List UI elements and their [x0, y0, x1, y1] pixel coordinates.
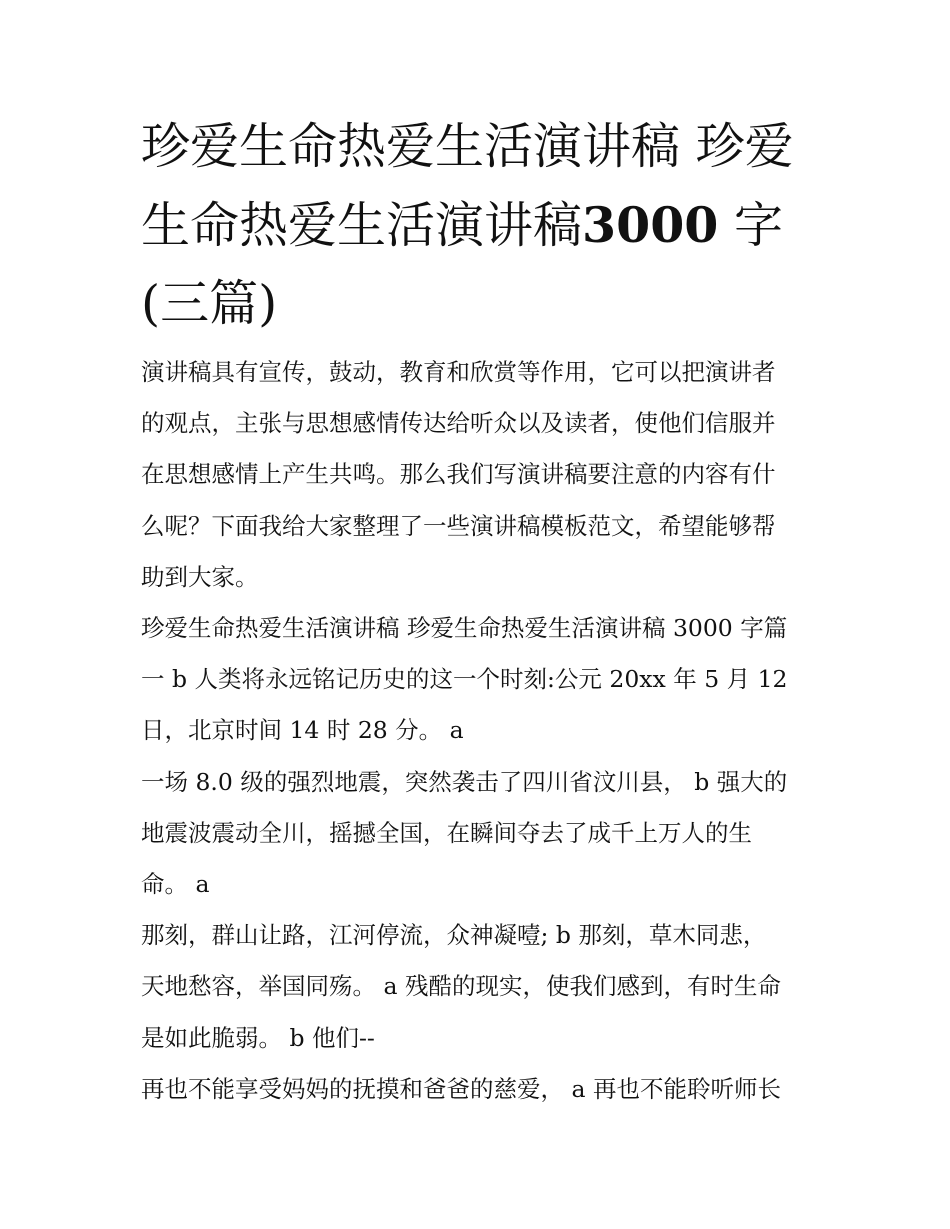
- text-line: 助到大家。: [141, 562, 259, 591]
- paragraph-mourning: [141, 910, 813, 1064]
- title-line-1: 珍爱生命热爱生活演讲稿 珍爱: [141, 118, 794, 175]
- document-content: [141, 108, 813, 1115]
- paragraph-section-one: [141, 603, 813, 757]
- paragraph-loss: [141, 1064, 813, 1115]
- paragraph-earthquake: [141, 757, 813, 911]
- title-line-3: (三篇): [141, 275, 278, 332]
- title-line-2-text: 生命热爱生活演讲稿: [141, 197, 583, 254]
- text-line: 那刻，群山让路，江河停流，众神凝噎; b 那刻，草木同悲，: [141, 921, 767, 950]
- text-line: 日，北京时间 14 时 28 分。 a: [141, 716, 464, 745]
- paragraph-intro: [141, 347, 813, 603]
- text-line: 的观点，主张与思想感情传达给听众以及读者，使他们信服并: [141, 409, 776, 438]
- title-line-2-suffix: 字: [718, 197, 783, 254]
- text-line: 演讲稿具有宣传，鼓动，教育和欣赏等作用，它可以把演讲者: [141, 358, 776, 386]
- text-line: 是如此脆弱。 b 他们--: [141, 1023, 375, 1052]
- text-line: 么呢？下面我给大家整理了一些演讲稿模板范文，希望能够帮: [141, 511, 776, 540]
- title-line-2-number: 3000: [582, 196, 719, 254]
- text-line: 再也不能享受妈妈的抚摸和爸爸的慈爱， a 再也不能聆听师长: [141, 1074, 781, 1103]
- text-line: 一 b 人类将永远铭记历史的这一个时刻:公元 20xx 年 5 月 12: [141, 665, 788, 694]
- text-line: 一场 8.0 级的强烈地震，突然袭击了四川省汶川县， b 强大的: [141, 767, 788, 796]
- text-line: 珍爱生命热爱生活演讲稿 珍爱生命热爱生活演讲稿 3000 字篇: [141, 614, 788, 643]
- document-title: [141, 108, 813, 343]
- text-line: 命。 a: [141, 870, 210, 899]
- text-line: 地震波震动全川，摇撼全国，在瞬间夺去了成千上万人的生: [141, 818, 752, 847]
- text-line: 在思想感情上产生共鸣。那么我们写演讲稿要注意的内容有什: [141, 460, 776, 489]
- text-line: 天地愁容，举国同殇。 a 残酷的现实，使我们感到，有时生命: [141, 972, 781, 1001]
- title-line-2: [141, 186, 813, 265]
